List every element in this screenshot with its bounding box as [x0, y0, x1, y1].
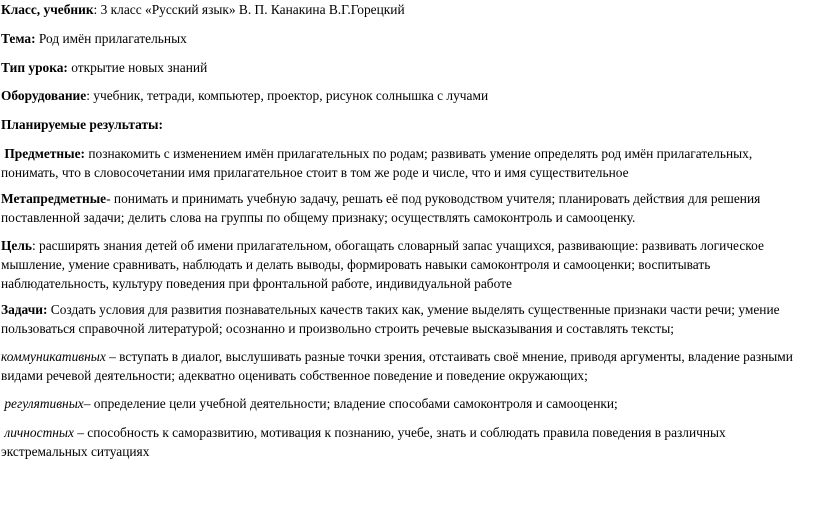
lesson-type-line — [1, 58, 787, 78]
personal-text-1: – способность к саморазвитию, мотивация к познанию, учебе, знать и соблюдать правила поведения в различных — [73, 425, 726, 440]
topic-value: Род имён прилагательных — [35, 31, 187, 46]
equipment-label: Оборудование — [1, 88, 87, 103]
tasks-text-2: пользоваться справочной литературой; осознанно и произвольно строить речевые высказывания и составлять тексты; — [1, 321, 674, 336]
personal-line-1 — [1, 423, 787, 443]
equipment-value: : учебник, тетради, компьютер, проектор, рисунок солнышка с лучами — [86, 88, 489, 103]
subject-results-text-1: познакомить с изменением имён прилагательных по родам; развивать умение определять род имён прилагательных, — [84, 146, 753, 161]
personal-text-2: экстремальных ситуациях — [1, 444, 150, 459]
goal-line-1 — [1, 236, 787, 256]
metasubject-results-label: Метапредметные — [1, 191, 107, 206]
communicative-text-2: видами речевой деятельности; адекватно оценивать собственное поведение и поведение окружающих; — [1, 368, 588, 383]
subject-results-line-2 — [1, 163, 787, 183]
metasubject-results-line-1 — [1, 189, 787, 209]
goal-text-1: : расширять знания детей об имени прилагательном, обогащать словарный запас учащихся, развивающие: развивать логическое — [31, 238, 764, 253]
metasubject-results-text-2: поставленной задачи; делить слова на группы по общему признаку; осуществлять самоконтроль и самооценку. — [1, 210, 636, 225]
regulatory-line — [1, 394, 787, 414]
tasks-line-2 — [1, 319, 787, 339]
metasubject-results-line-2 — [1, 208, 787, 228]
class-textbook-label: Класс, учебник — [1, 2, 94, 17]
metasubject-results-text-1: - понимать и принимать учебную задачу, решать её под руководством учителя; планировать действия для решения — [106, 191, 761, 206]
communicative-label: коммуникативных — [1, 349, 106, 364]
regulatory-text: – определение цели учебной деятельности; владение способами самоконтроля и самооценки; — [83, 396, 618, 411]
tasks-label: Задачи: — [1, 302, 48, 317]
goal-text-2: мышление, умение сравнивать, наблюдать и делать выводы, формировать навыки самоконтроля и самооценки; воспитывать — [1, 257, 711, 272]
lesson-type-label: Тип урока: — [1, 60, 68, 75]
tasks-text-1: Создать условия для развития познавательных качеств таких как, умение выделять существенные признаки части речи; умение — [47, 302, 780, 317]
tasks-line-1 — [1, 300, 787, 320]
personal-label: личностных — [4, 425, 74, 440]
class-textbook-value: : 3 класс «Русский язык» В. П. Канакина В.Г.Горецкий — [93, 2, 405, 17]
lesson-type-value: открытие новых знаний — [67, 60, 208, 75]
communicative-line-1 — [1, 347, 793, 367]
communicative-line-2 — [1, 366, 787, 386]
subject-results-text-2: понимать, что в словосочетании имя прилагательное стоит в том же роде и числе, что и имя существительное — [1, 165, 629, 180]
goal-label: Цель — [1, 238, 32, 253]
communicative-text-1: – вступать в диалог, выслушивать разные точки зрения, отстаивать своё мнение, приводя аргументы, владение разными — [105, 349, 793, 364]
goal-line-2 — [1, 255, 787, 275]
planned-results-heading — [1, 115, 787, 135]
goal-text-3: наблюдательность, культуру поведения при фронтальной работе, индивидуальной работе — [1, 276, 512, 291]
class-textbook-line — [1, 0, 787, 20]
goal-line-3 — [1, 274, 787, 294]
personal-line-2 — [1, 442, 787, 462]
topic-line — [1, 29, 787, 49]
subject-results-label: Предметные: — [4, 146, 85, 161]
topic-label: Тема: — [1, 31, 36, 46]
regulatory-label: регулятивных — [4, 396, 84, 411]
subject-results-line-1 — [1, 144, 787, 164]
planned-results-label: Планируемые результаты: — [1, 117, 163, 132]
equipment-line — [1, 86, 787, 106]
